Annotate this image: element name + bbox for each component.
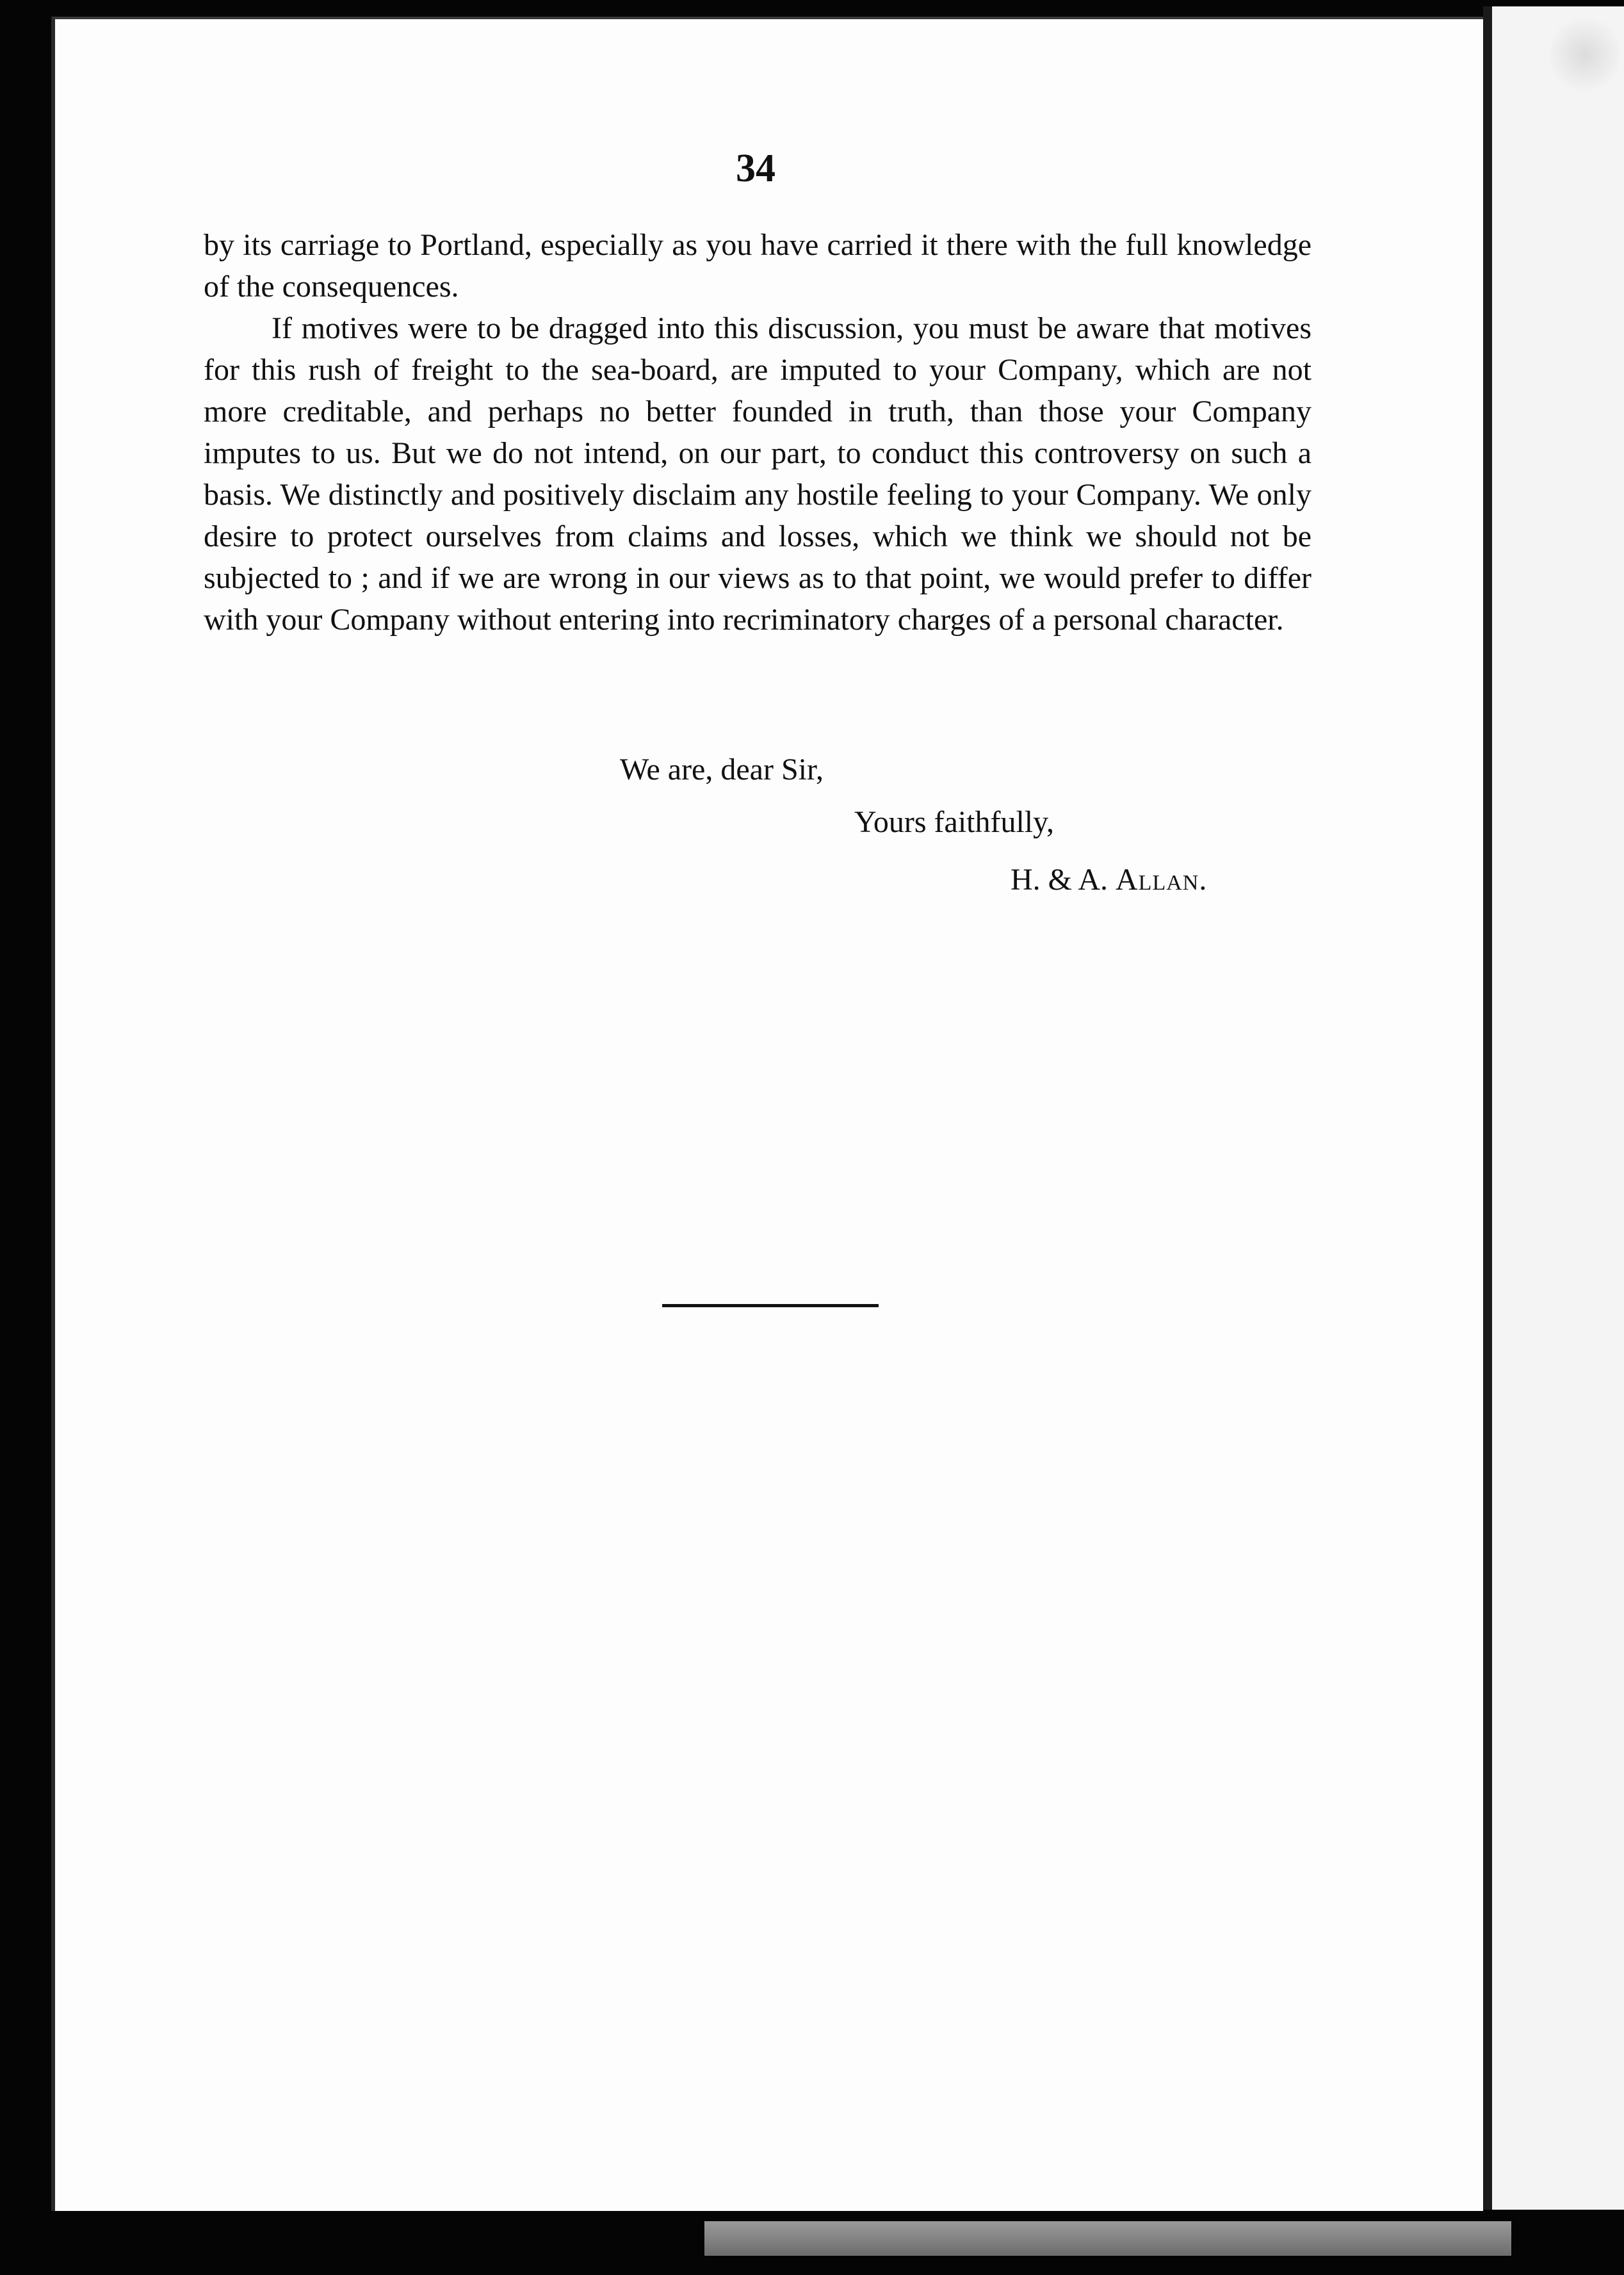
signature-initials: H. & A. bbox=[1011, 863, 1108, 897]
body-text bbox=[204, 224, 1311, 640]
valediction: Yours faithfully, bbox=[854, 805, 1055, 839]
section-divider-rule bbox=[662, 1304, 879, 1307]
paragraph-continuation: by its carriage to Portland, especially as you have carried it there with the full knowledge of the consequences. bbox=[204, 228, 1311, 304]
facing-page-smudge bbox=[1550, 13, 1620, 96]
facing-page-edge bbox=[1492, 6, 1624, 2210]
page-gutter bbox=[1483, 6, 1492, 2210]
paragraph-motives: If motives were to be dragged into this discussion, you must be aware that motives for this rush of freight to the sea-board, are imputed to your Company, which are not more creditable, and perhaps no better founded in truth, than those your Company imputes to us. But we do not intend, on our part, to conduct this controversy on such a basis. We distinctly and positively disclaim any hostile feeling to your Company. We only desire to protect ourselves from claims and losses, which we think we should not be subjected to ; and if we are wrong in our views as to that point, we would prefer to differ with your Company without entering into recriminatory charges of a personal character. bbox=[204, 311, 1311, 637]
signature bbox=[1011, 862, 1207, 897]
salutation: We are, dear Sir, bbox=[620, 753, 824, 787]
page-number: 34 bbox=[736, 147, 775, 190]
scanner-edge-bar bbox=[704, 2221, 1511, 2256]
signature-name: Allan. bbox=[1116, 863, 1208, 897]
